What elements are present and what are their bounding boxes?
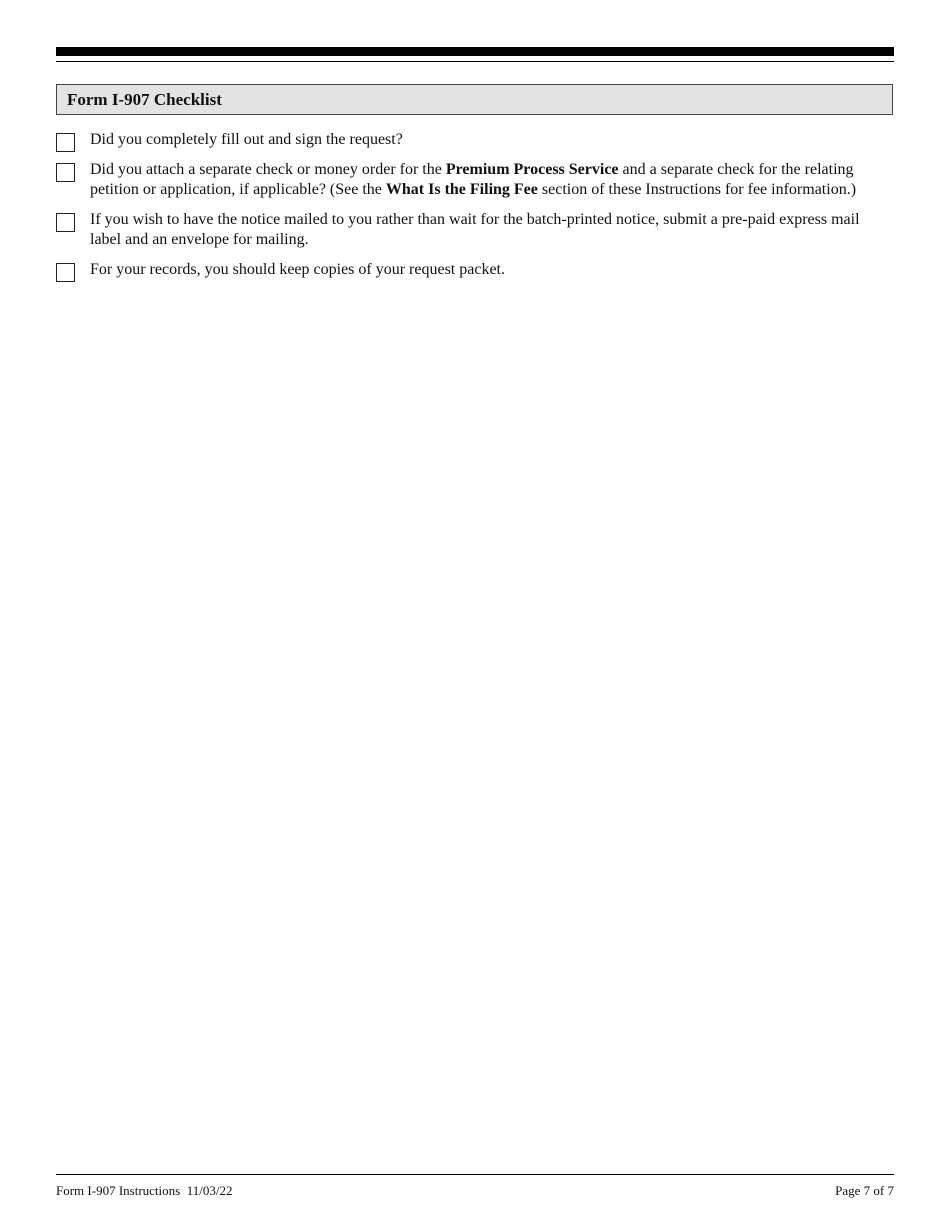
checklist-item-text xyxy=(90,131,403,148)
header-rule-thin xyxy=(56,61,894,62)
section-header xyxy=(56,84,893,115)
checkbox-mailing[interactable] xyxy=(56,213,75,232)
checklist-item-text xyxy=(90,261,505,278)
checklist-text-segment: Did you completely fill out and sign the request? xyxy=(90,131,403,148)
checklist-text-segment: and a separate check for the relating petition or application, if applicable? (See the xyxy=(90,160,854,198)
checklist-text-segment: Did you attach a separate check or money order for the xyxy=(90,160,446,178)
checklist-text-segment: For your records, you should keep copies of your request packet. xyxy=(90,260,505,278)
premium-process-service-emphasis: Premium Process Service xyxy=(445,160,619,178)
section-title: Form I-907 Checklist xyxy=(67,90,222,109)
checklist-text-segment: If you wish to have the notice mailed to you rather than wait for the batch-printed notice, submit a pre-paid express mail label and an envelope for mailing. xyxy=(90,210,860,248)
checklist-item-mailing xyxy=(56,210,894,251)
checklist xyxy=(56,130,894,289)
checklist-item-signed xyxy=(56,130,894,151)
checkbox-records[interactable] xyxy=(56,263,75,282)
checklist-item-text xyxy=(90,211,860,249)
footer-page-number: Page 7 of 7 xyxy=(835,1183,894,1198)
checkbox-signed[interactable] xyxy=(56,133,75,152)
checkbox-payment[interactable] xyxy=(56,163,75,182)
header-rule-thick xyxy=(56,47,894,56)
footer-rule xyxy=(56,1174,894,1175)
footer-form-edition: Form I-907 Instructions 11/03/22 xyxy=(56,1183,233,1198)
checklist-text-segment: section of these Instructions for fee information.) xyxy=(537,181,857,198)
filing-fee-section-reference: What Is the Filing Fee xyxy=(385,181,538,198)
checklist-item-text xyxy=(90,161,856,199)
checklist-item-payment xyxy=(56,160,894,201)
checklist-item-records xyxy=(56,260,894,281)
